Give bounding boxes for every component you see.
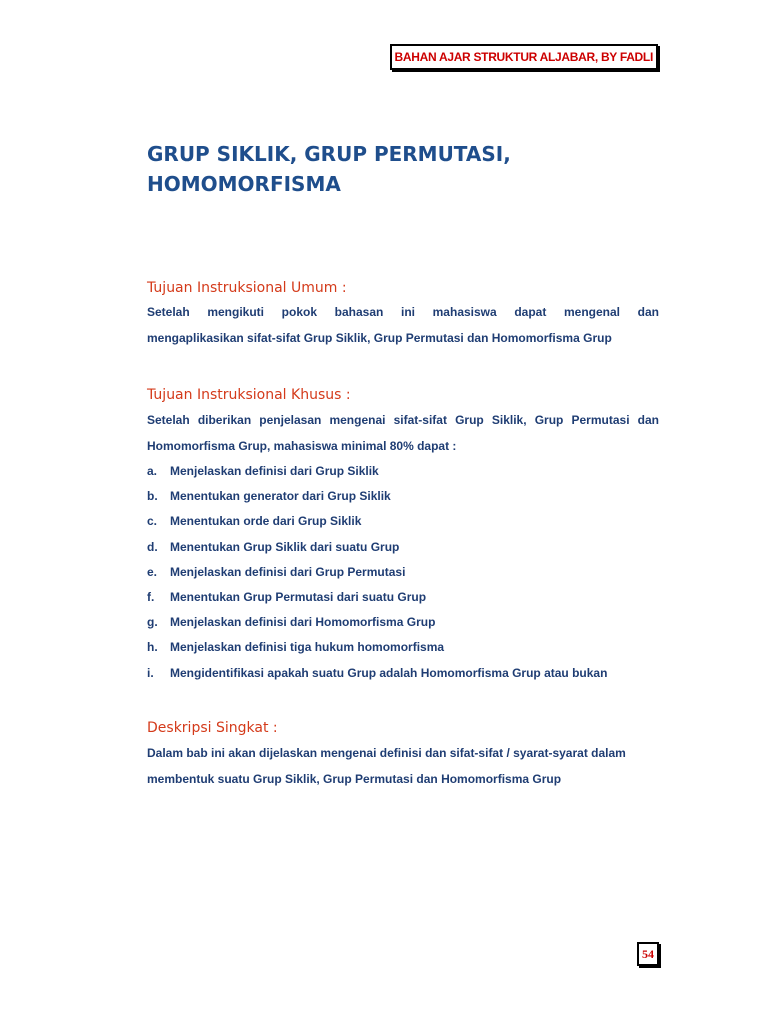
list-item-text: Menjelaskan definisi dari Grup Permutasi xyxy=(170,564,406,579)
list-marker: i. xyxy=(147,665,154,680)
list-item-text: Menentukan generator dari Grup Siklik xyxy=(170,489,391,504)
tik-heading: Tujuan Instruksional Khusus : xyxy=(147,387,351,403)
title-line-2: HOMOMORFISMA xyxy=(147,172,341,196)
list-item-text: Menjelaskan definisi dari Grup Siklik xyxy=(170,464,379,478)
list-marker: b. xyxy=(147,489,158,504)
list-item xyxy=(147,535,607,560)
list-marker: d. xyxy=(147,539,158,554)
tik-line-2: Homomorfisma Grup, mahasiswa minimal 80% dapat : xyxy=(147,438,457,453)
list-item-text: Menjelaskan definisi tiga hukum homomorfisma xyxy=(170,640,445,655)
list-item-text: Mengidentifikasi apakah suatu Grup adalah Homomorfisma Grup atau bukan xyxy=(170,665,608,680)
list-item xyxy=(147,509,607,534)
deskripsi-line-2: membentuk suatu Grup Siklik, Grup Permutasi dan Homomorfisma Grup xyxy=(147,771,562,786)
list-item-text: Menentukan Grup Siklik dari suatu Grup xyxy=(170,539,400,554)
list-marker: a. xyxy=(147,464,158,478)
deskripsi-paragraph xyxy=(147,741,659,792)
title-line-1: GRUP SIKLIK, GRUP PERMUTASI, xyxy=(147,142,511,166)
tik-paragraph xyxy=(147,408,659,459)
list-marker: e. xyxy=(147,564,158,579)
list-item xyxy=(147,585,607,610)
list-item xyxy=(147,635,607,660)
list-marker: g. xyxy=(147,615,158,630)
tiu-paragraph xyxy=(147,300,659,351)
list-item-text: Menentukan orde dari Grup Siklik xyxy=(170,514,362,529)
page-number: 54 xyxy=(637,942,659,966)
tiu-line-2: mengaplikasikan sifat-sifat Grup Siklik, Grup Permutasi dan Homomorfisma Grup xyxy=(147,330,612,345)
list-item-text: Menjelaskan definisi dari Homomorfisma Grup xyxy=(170,615,436,630)
list-item xyxy=(147,661,607,686)
list-marker: c. xyxy=(147,514,158,529)
page-title xyxy=(147,139,667,199)
list-item xyxy=(147,484,607,509)
list-item-text: Menentukan Grup Permutasi dari suatu Grup xyxy=(170,589,427,604)
tiu-line-1: Setelah mengikuti pokok bahasan ini mahasiswa dapat mengenal dan xyxy=(147,305,659,319)
tik-line-1: Setelah diberikan penjelasan mengenai sifat-sifat Grup Siklik, Grup Permutasi dan xyxy=(147,413,659,427)
deskripsi-heading: Deskripsi Singkat : xyxy=(147,720,278,736)
list-marker: h. xyxy=(147,640,158,655)
deskripsi-line-1: Dalam bab ini akan dijelaskan mengenai definisi dan sifat-sifat / syarat-syarat dalam xyxy=(147,746,626,760)
running-header: BAHAN AJAR STRUKTUR ALJABAR, BY FADLI xyxy=(390,44,658,70)
list-item xyxy=(147,560,607,585)
list-item xyxy=(147,459,607,484)
tiu-heading: Tujuan Instruksional Umum : xyxy=(147,280,347,296)
objectives-list xyxy=(147,459,607,686)
list-marker: f. xyxy=(147,589,155,604)
list-item xyxy=(147,610,607,635)
